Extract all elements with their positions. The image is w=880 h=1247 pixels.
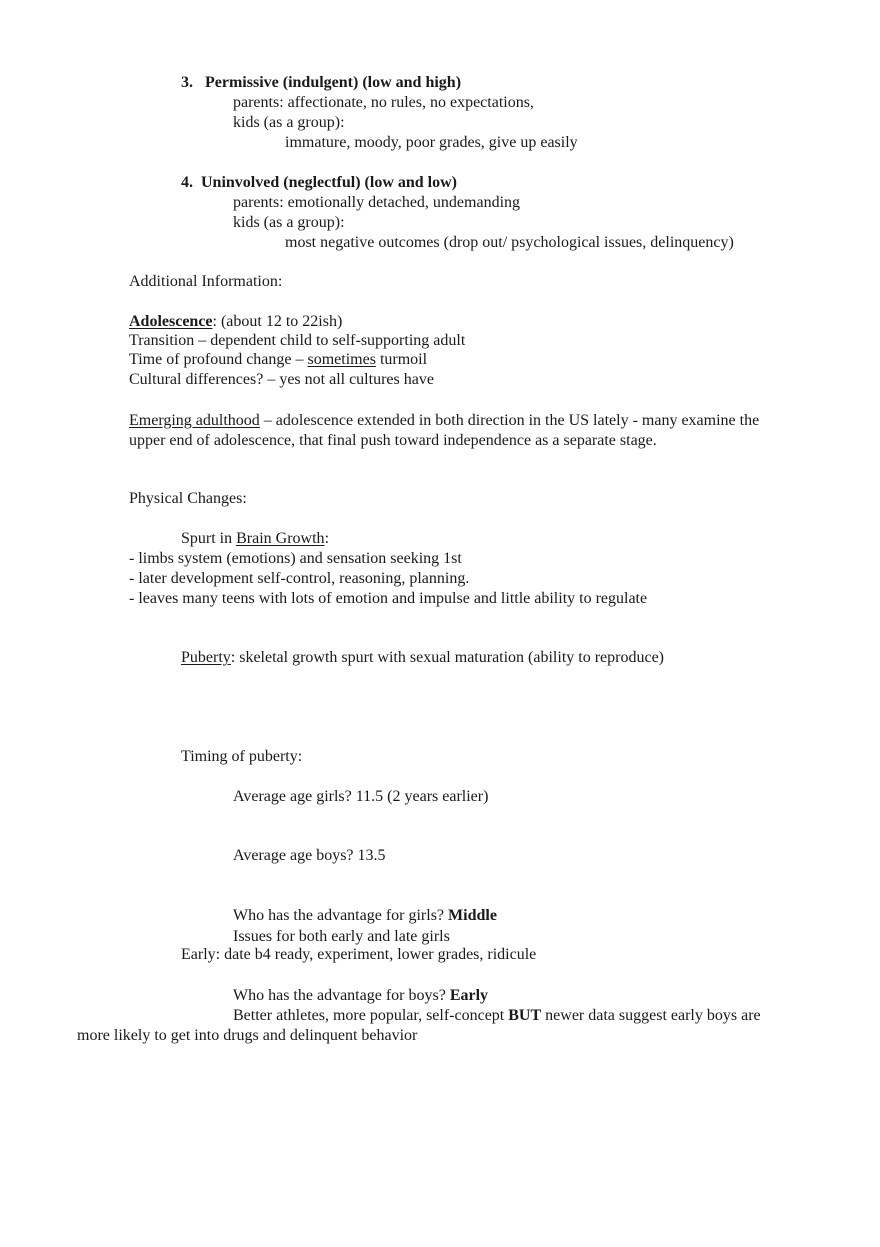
spurt-suffix: : bbox=[324, 530, 330, 547]
brain-bullet-1: - limbs system (emotions) and sensation seeking 1st bbox=[129, 550, 462, 567]
girls-advantage-answer: Middle bbox=[448, 907, 497, 924]
permissive-number: 3. bbox=[181, 74, 193, 91]
boys-line-1-prefix: Better athletes, more popular, self-concept bbox=[233, 1007, 509, 1024]
emerging-line-2: upper end of adolescence, that final push toward independence as a separate stage. bbox=[129, 432, 657, 449]
uninvolved-heading bbox=[181, 173, 457, 193]
girls-early: Early: date b4 ready, experiment, lower grades, ridicule bbox=[181, 946, 537, 963]
permissive-kids: immature, moody, poor grades, give up easily bbox=[285, 134, 578, 151]
permissive-parents: parents: affectionate, no rules, no expectations, bbox=[233, 94, 534, 111]
adolescence-change bbox=[129, 350, 427, 370]
boys-advantage-question: Who has the advantage for boys? bbox=[233, 987, 450, 1004]
girls-advantage bbox=[233, 906, 497, 926]
change-underlined: sometimes bbox=[307, 351, 376, 368]
emerging-term: Emerging adulthood bbox=[129, 412, 260, 429]
brain-growth-line bbox=[181, 529, 329, 549]
permissive-title: Permissive (indulgent) (low and high) bbox=[205, 74, 462, 91]
spurt-prefix: Spurt in bbox=[181, 530, 237, 547]
brain-bullet-3: - leaves many teens with lots of emotion and impulse and little ability to regulate bbox=[129, 590, 648, 607]
uninvolved-kids-label: kids (as a group): bbox=[233, 214, 345, 231]
boys-line-1-bold: BUT bbox=[508, 1007, 542, 1024]
brain-growth-term: Brain Growth bbox=[236, 530, 325, 547]
puberty-def: : skeletal growth spurt with sexual maturation (ability to reproduce) bbox=[230, 649, 664, 666]
adolescence-term: Adolescence bbox=[129, 313, 213, 330]
adolescence-transition: Transition – dependent child to self-supporting adult bbox=[129, 332, 466, 349]
permissive-kids-label: kids (as a group): bbox=[233, 114, 345, 131]
adolescence-cultural: Cultural differences? – yes not all cultures have bbox=[129, 371, 434, 388]
brain-bullet-2: - later development self-control, reasoning, planning. bbox=[129, 570, 470, 587]
boys-average-age: Average age boys? 13.5 bbox=[233, 847, 386, 864]
boys-advantage bbox=[233, 986, 488, 1006]
adolescence-range: : (about 12 to 22ish) bbox=[212, 313, 343, 330]
boys-line-1 bbox=[233, 1006, 761, 1026]
uninvolved-kids: most negative outcomes (drop out/ psychological issues, delinquency) bbox=[285, 234, 734, 251]
timing-heading: Timing of puberty: bbox=[181, 748, 303, 765]
uninvolved-title: Uninvolved (neglectful) (low and low) bbox=[201, 174, 457, 191]
boys-line-1-suffix: newer data suggest early boys are bbox=[541, 1007, 761, 1024]
permissive-heading bbox=[181, 73, 461, 93]
uninvolved-number: 4. bbox=[181, 174, 193, 191]
uninvolved-parents: parents: emotionally detached, undemanding bbox=[233, 194, 521, 211]
boys-advantage-answer: Early bbox=[449, 987, 489, 1004]
additional-info-heading: Additional Information: bbox=[129, 273, 283, 290]
puberty-definition bbox=[181, 648, 664, 668]
girls-average-age: Average age girls? 11.5 (2 years earlier) bbox=[233, 788, 489, 805]
girls-advantage-question: Who has the advantage for girls? bbox=[233, 907, 449, 924]
change-prefix: Time of profound change – bbox=[129, 351, 308, 368]
girls-issues: Issues for both early and late girls bbox=[233, 928, 450, 945]
puberty-term: Puberty bbox=[181, 649, 231, 666]
change-suffix: turmoil bbox=[375, 351, 428, 368]
emerging-line-1 bbox=[129, 411, 759, 431]
physical-heading: Physical Changes: bbox=[129, 490, 247, 507]
adolescence-definition bbox=[129, 312, 342, 332]
emerging-rest: – adolescence extended in both direction in the US lately - many examine the bbox=[259, 412, 760, 429]
boys-line-2: more likely to get into drugs and delinquent behavior bbox=[77, 1027, 418, 1044]
